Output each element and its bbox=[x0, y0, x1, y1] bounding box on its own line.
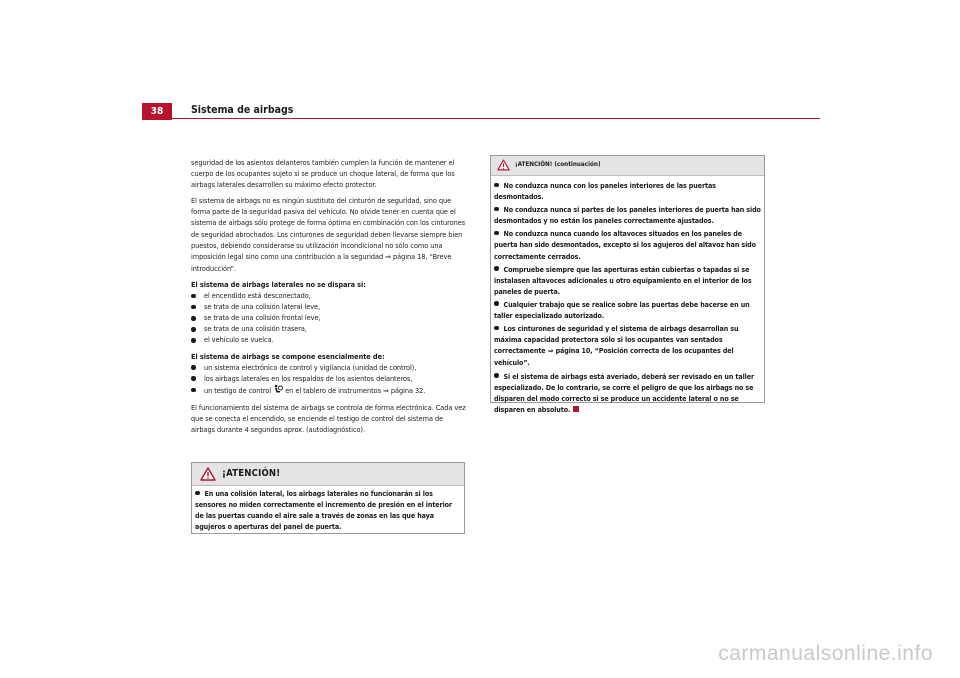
subheading: El sistema de airbags se compone esencialmente de: bbox=[191, 351, 385, 361]
bullet-icon bbox=[191, 338, 196, 343]
list-item-text: un testigo de control bbox=[204, 385, 272, 395]
paragraph: seguridad de los asientos delanteros también cumplen la función de mantener el cuerpo de los ocupantes sujeto si se produce un choque lateral, de forma que los airbags laterales desarrollen su máximo efecto protector. bbox=[191, 158, 455, 190]
subheading: El sistema de airbags laterales no se dispara si: bbox=[191, 279, 366, 289]
paragraph-text: El sistema de airbags no es ningún sustituto del cinturón de seguridad, sino que forma parte de la seguridad pasiva del vehículo. No olvide tener en cuenta que el sistema de airbags sólo protege de forma óptima en combinación con los cinturones de seguridad abrochados. Los cinturones de seguridad deben llevarse siempre bien puestos, debiendo considerarse su utilización incondicional no sólo como una imposición legal sino como una contribución a la seguridad bbox=[191, 196, 466, 261]
list-item-text: el vehículo se vuelca. bbox=[204, 335, 274, 345]
bullet-icon bbox=[494, 301, 499, 306]
warning-item bbox=[494, 371, 761, 415]
page-number: 38 bbox=[142, 103, 172, 120]
bullet-icon bbox=[191, 316, 196, 321]
list-item-text: los airbags laterales en los respaldos de los asientos delanteros, bbox=[204, 373, 413, 383]
warning-box-continued bbox=[490, 155, 765, 414]
warning-title: ¡ATENCIÓN! (continuación) bbox=[515, 161, 601, 168]
list-item-text: se trata de una colisión frontal leve, bbox=[204, 313, 321, 323]
running-title: Sistema de airbags bbox=[191, 104, 294, 116]
bullet-icon bbox=[494, 231, 499, 236]
bullet-icon bbox=[191, 365, 196, 370]
list-item bbox=[191, 312, 466, 323]
bullet-list bbox=[191, 290, 466, 345]
warning-box bbox=[191, 462, 465, 534]
bullet-icon bbox=[195, 491, 200, 496]
bullet-list bbox=[191, 362, 466, 397]
bullet-icon bbox=[191, 305, 196, 310]
page-ref-arrow: ⇒ bbox=[385, 252, 391, 261]
bullet-icon bbox=[494, 373, 499, 378]
warning-item-text: No conduzca nunca cuando los altavoces situados en los paneles de puerta han sido desmontados, excepto si los agujeros del altavoz han sido correctamente cerrados. bbox=[494, 229, 756, 261]
list-item-text: el encendido está desconectado, bbox=[204, 291, 311, 301]
bullet-icon bbox=[494, 326, 499, 331]
bullet-icon bbox=[191, 388, 196, 393]
page-ref[interactable]: página 18, “Breve introducción”. bbox=[191, 251, 452, 273]
list-item bbox=[191, 384, 466, 397]
list-item bbox=[191, 373, 466, 384]
header-rule bbox=[172, 118, 820, 119]
warning-item bbox=[494, 264, 761, 297]
page-ref-arrow: ⇒ bbox=[547, 347, 554, 356]
watermark: carmanualsonline.info bbox=[718, 642, 933, 665]
left-column bbox=[191, 157, 466, 440]
warning-item-text: Si el sistema de airbags está averiado, deberá ser revisado en un taller especializado. De lo contrario, se corre el peligro de que los airbags no se disparen del modo correcto si se produce un accidente lateral o no se disparen en absoluto. bbox=[494, 371, 755, 414]
page-ref[interactable]: página 10, “Posición correcta de los ocupantes del vehículo”. bbox=[494, 346, 734, 368]
warning-triangle-icon bbox=[497, 159, 510, 171]
bullet-icon bbox=[494, 207, 499, 212]
section-end-icon bbox=[573, 406, 579, 412]
bullet-icon bbox=[191, 376, 196, 381]
bullet-icon bbox=[494, 266, 499, 271]
warning-item bbox=[195, 489, 461, 533]
warning-item-text: No conduzca nunca si partes de los paneles interiores de puerta han sido desmontados y no están los paneles correctamente ajustados. bbox=[494, 205, 761, 226]
list-item bbox=[191, 362, 466, 373]
warning-item-text: Los cinturones de seguridad y el sistema de airbags desarrollan su máxima capacidad protectora sólo si los ocupantes van sentados correctamente bbox=[494, 324, 739, 356]
list-item bbox=[191, 290, 466, 301]
warning-item bbox=[494, 323, 761, 368]
list-item-text: un sistema electrónico de control y vigilancia (unidad de control), bbox=[204, 362, 417, 372]
warning-item-text: No conduzca nunca con los paneles interiores de las puertas desmontados. bbox=[494, 181, 716, 202]
bullet-icon bbox=[494, 183, 499, 188]
warning-item bbox=[494, 204, 761, 226]
list-item-text: en el tablero de instrumentos bbox=[285, 385, 381, 395]
bullet-icon bbox=[191, 327, 196, 332]
warning-item bbox=[494, 180, 761, 202]
warning-header bbox=[491, 156, 764, 176]
page-ref-arrow: ⇒ bbox=[383, 386, 389, 395]
list-item-text: se trata de una colisión trasera, bbox=[204, 324, 307, 334]
warning-header bbox=[192, 463, 464, 486]
paragraph bbox=[191, 195, 466, 274]
list-item bbox=[191, 301, 466, 312]
list-item-text: se trata de una colisión lateral leve, bbox=[204, 302, 321, 312]
list-item bbox=[191, 323, 466, 334]
page-ref[interactable]: página 32. bbox=[390, 385, 426, 395]
warning-body bbox=[491, 176, 764, 415]
list-item bbox=[191, 334, 466, 345]
airbag-warning-lamp-icon bbox=[273, 384, 283, 394]
warning-title: ¡ATENCIÓN! bbox=[222, 468, 281, 479]
paragraph: El funcionamiento del sistema de airbags se controla de forma electrónica. Cada vez que se conecta el encendido, se enciende el testigo de control del sistema de airbags durante 4 segundos aprox. (autodiagnóstico). bbox=[191, 402, 466, 435]
warning-item-text: En una colisión lateral, los airbags laterales no funcionarán si los sensores no miden correctamente el incremento de presión en el interior de las puertas cuando el aire sale a través de zonas en las que haya agujeros o aperturas del panel de puerta. bbox=[195, 489, 452, 531]
warning-item bbox=[494, 228, 761, 261]
warning-item-text: Cualquier trabajo que se realice sobre las puertas debe hacerse en un taller especializado autorizado. bbox=[494, 299, 750, 321]
warning-item bbox=[494, 299, 761, 321]
bullet-icon bbox=[191, 294, 196, 299]
warning-triangle-icon bbox=[200, 467, 216, 481]
warning-body bbox=[192, 486, 464, 533]
warning-item-text: Compruebe siempre que las aperturas están cubiertas o tapadas si se instalasen altavoces adicionales u otro equipamiento en el interior de los paneles de puerta. bbox=[494, 264, 752, 296]
